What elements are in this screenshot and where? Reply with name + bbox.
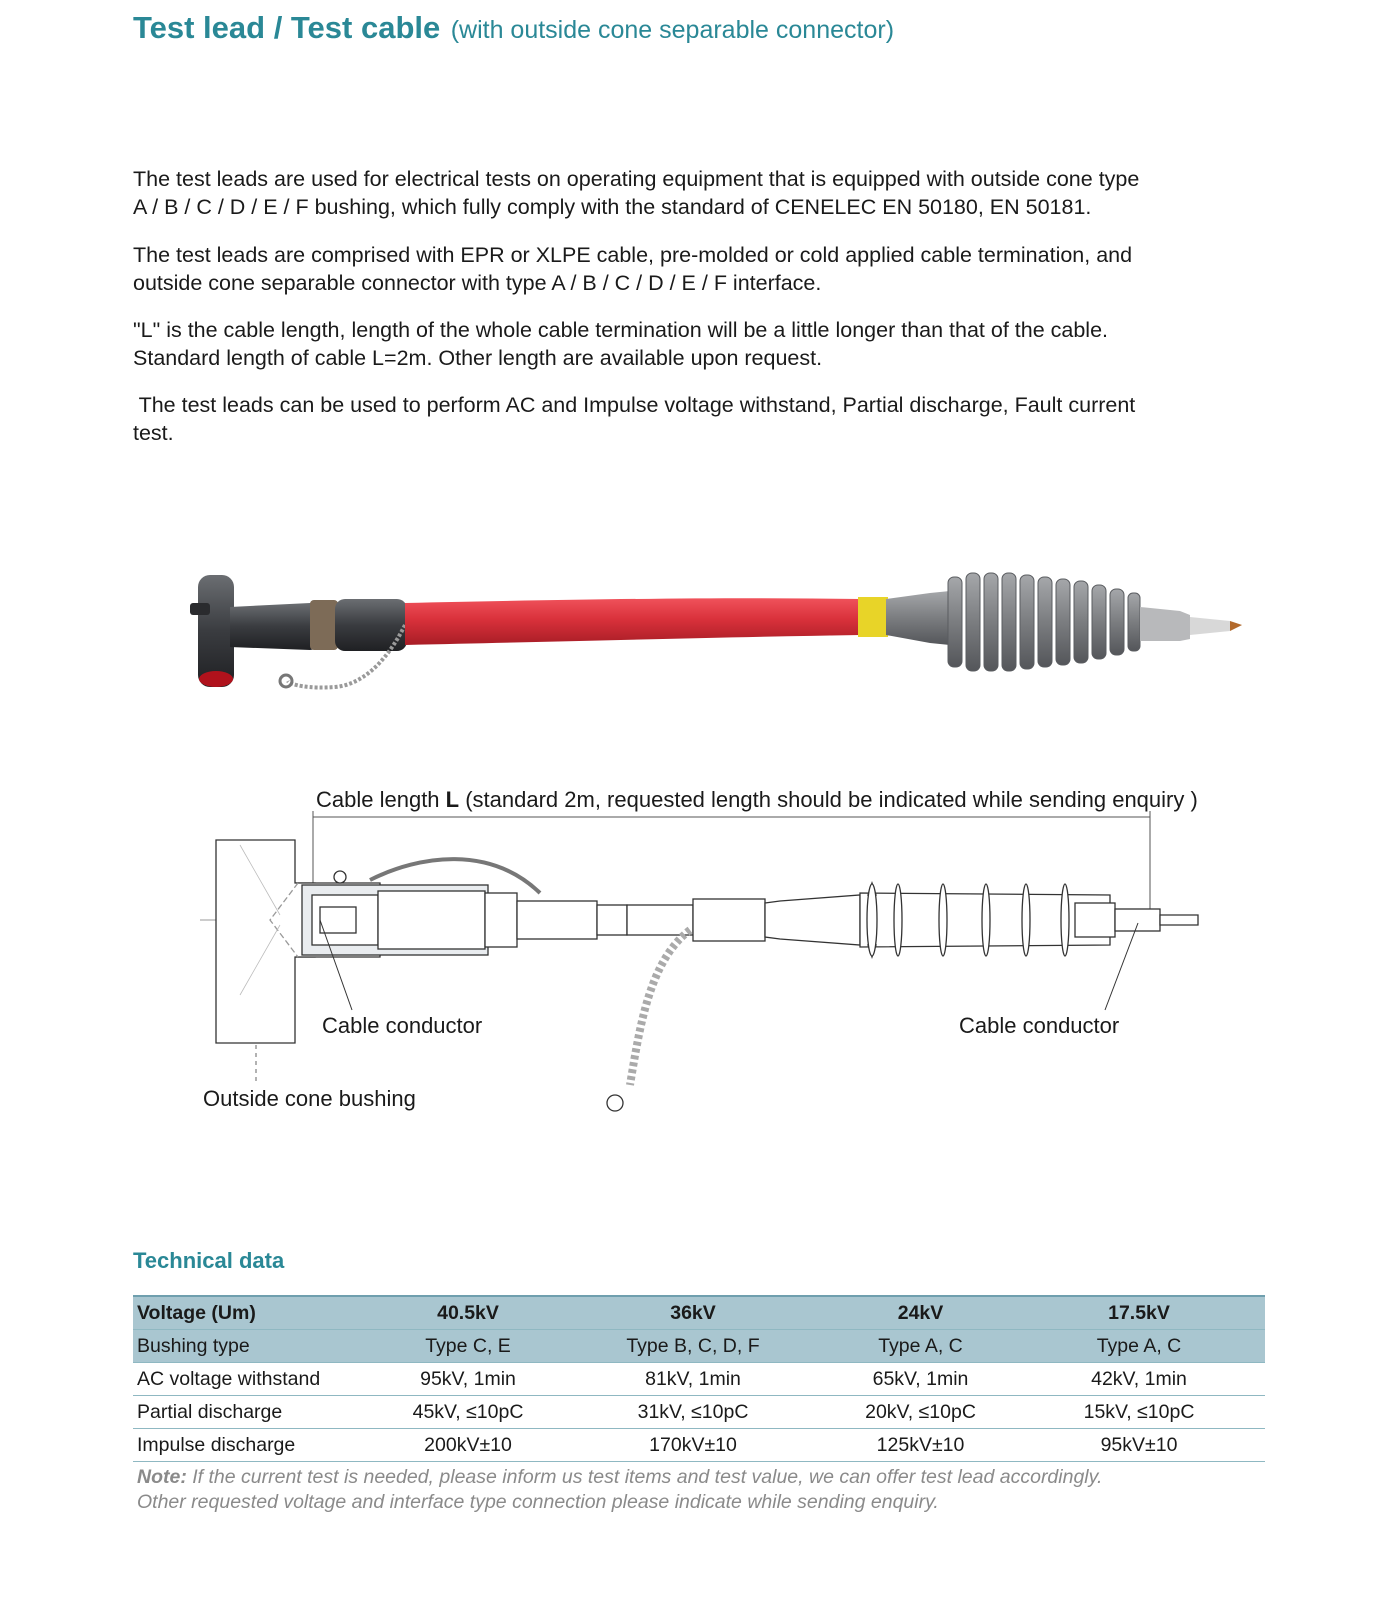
table-cell: Type B, C, D, F	[558, 1330, 828, 1363]
table-header-cell: 40.5kV	[378, 1296, 558, 1330]
table-cell: 42kV, 1min	[1013, 1363, 1265, 1396]
intro-p3-line2: Standard length of cable L=2m. Other length are available upon request.	[133, 346, 823, 370]
insulator-sheds-icon	[948, 573, 1140, 671]
table-cell: 15kV, ≤10pC	[1013, 1396, 1265, 1429]
table-header-cell: 17.5kV	[1013, 1296, 1265, 1330]
termination-sheds-drawing	[860, 883, 1198, 957]
table-cell: Type A, C	[828, 1330, 1013, 1363]
test-lead-photo	[170, 555, 1270, 730]
intro-p2-line1: The test leads are comprised with EPR or XLPE cable, pre-molded or cold applied cable termination, and	[133, 243, 1133, 267]
intro-p3-line1: "L" is the cable length, length of the whole cable termination will be a little longer than that of the cable.	[133, 318, 1109, 342]
cable-red-icon	[405, 598, 860, 645]
note-text	[137, 1465, 1102, 1515]
note-label: Note:	[137, 1466, 187, 1488]
intro-paragraph-4	[133, 391, 1253, 447]
note-line-2: Other requested voltage and interface type connection please indicate while sending enquiry.	[137, 1491, 939, 1513]
table-row	[133, 1396, 1265, 1429]
cable-length-label: Cable length L (standard 2m, requested length should be indicated while sending enquiry )	[316, 787, 1198, 812]
note-line-1: If the current test is needed, please inform us test items and test value, we can offer test lead accordingly.	[186, 1466, 1103, 1488]
t-connector-icon	[190, 575, 330, 687]
table-cell: Type C, E	[378, 1330, 558, 1363]
intro-p4-line2: test.	[133, 421, 174, 445]
outside-cone-bushing-label: Outside cone bushing	[203, 1086, 416, 1111]
table-cell: AC voltage withstand	[133, 1363, 378, 1396]
intro-paragraph-3	[133, 316, 1253, 372]
table-header-cell: Voltage (Um)	[133, 1296, 378, 1330]
cable-conductor-label-left: Cable conductor	[322, 1013, 483, 1038]
table-header-cell: 24kV	[828, 1296, 1013, 1330]
cable-conductor-label-right: Cable conductor	[959, 1013, 1120, 1038]
table-row	[133, 1363, 1265, 1396]
table-cell: 20kV, ≤10pC	[828, 1396, 1013, 1429]
intro-paragraph-1	[133, 165, 1253, 221]
table-header-cell: 36kV	[558, 1296, 828, 1330]
table-cell: 95kV±10	[1013, 1429, 1265, 1462]
title-main: Test lead / Test cable	[133, 10, 441, 45]
table-cell: 95kV, 1min	[378, 1363, 558, 1396]
intro-p1-line2: A / B / C / D / E / F bushing, which fully comply with the standard of CENELEC EN 50180, EN 50181.	[133, 195, 1092, 219]
table-cell: 31kV, ≤10pC	[558, 1396, 828, 1429]
table-header-row	[133, 1296, 1265, 1330]
table-cell: 65kV, 1min	[828, 1363, 1013, 1396]
table-row	[133, 1330, 1265, 1363]
table-cell: 200kV±10	[378, 1429, 558, 1462]
intro-p1-line1: The test leads are used for electrical tests on operating equipment that is equipped with outside cone type	[133, 167, 1140, 191]
technical-data-title: Technical data	[133, 1248, 285, 1273]
technical-data-table	[133, 1295, 1265, 1462]
table-cell: Type A, C	[1013, 1330, 1265, 1363]
table-cell: 170kV±10	[558, 1429, 828, 1462]
table-cell: Impulse discharge	[133, 1429, 378, 1462]
table-cell: Partial discharge	[133, 1396, 378, 1429]
table-row	[133, 1429, 1265, 1462]
intro-paragraph-2	[133, 241, 1253, 297]
table-cell: 125kV±10	[828, 1429, 1013, 1462]
intro-p2-line2: outside cone separable connector with type A / B / C / D / E / F interface.	[133, 271, 822, 295]
table-cell: 45kV, ≤10pC	[378, 1396, 558, 1429]
table-cell: Bushing type	[133, 1330, 378, 1363]
intro-p4-line1: The test leads can be used to perform AC and Impulse voltage withstand, Partial discharge, Fault current	[133, 393, 1136, 417]
table-cell: 81kV, 1min	[558, 1363, 828, 1396]
cable-diagram	[180, 785, 1240, 1145]
title-subtitle: (with outside cone separable connector)	[450, 16, 895, 44]
page-title	[133, 10, 894, 46]
